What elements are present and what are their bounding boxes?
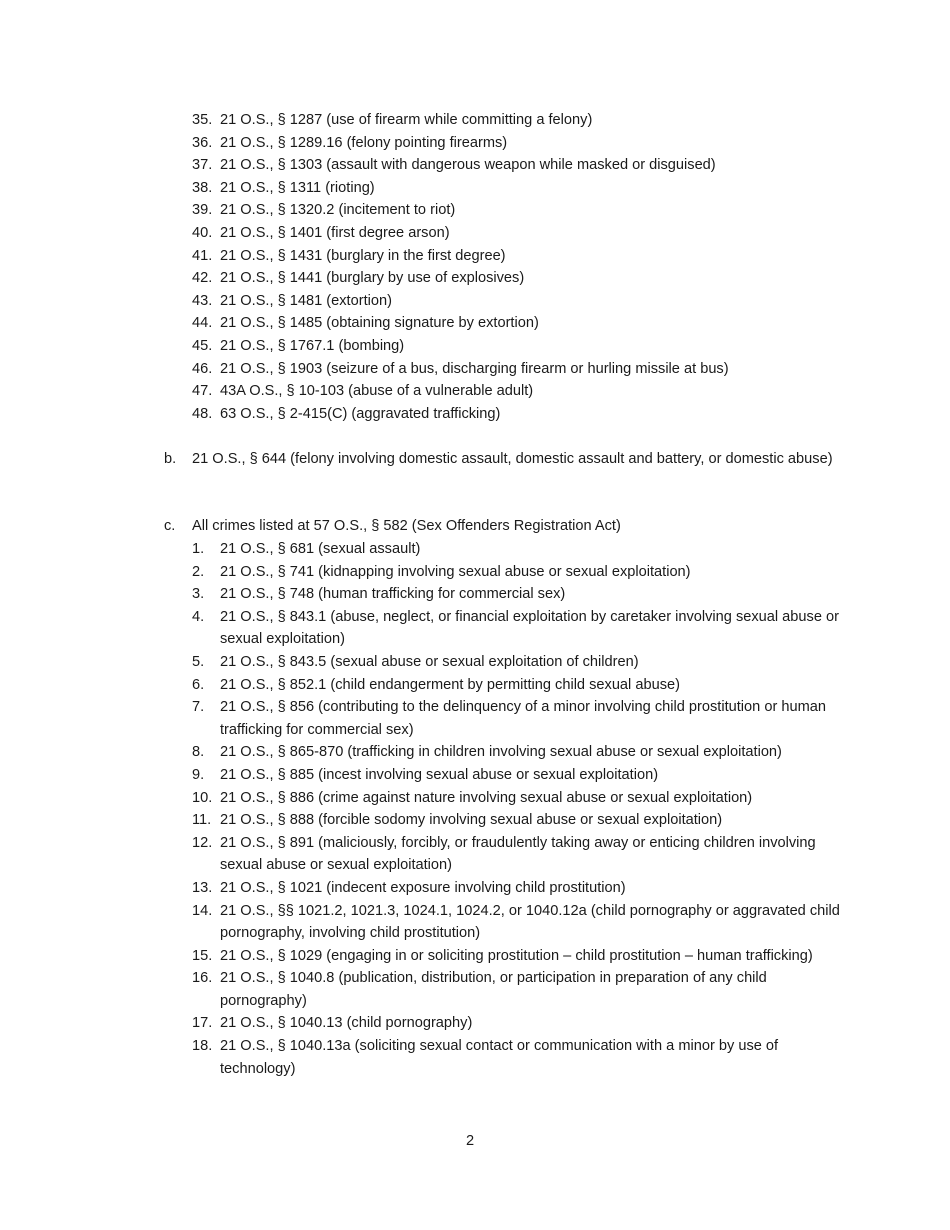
list-item-text: 21 O.S., § 843.1 (abuse, neglect, or financial exploitation by caretaker involving sexual abuse or sexual exploitation) (220, 608, 839, 648)
page-number: 2 (465, 1133, 475, 1149)
list-item-number: 35. (192, 112, 213, 128)
list-item-text: 21 O.S., § 865-870 (trafficking in children involving sexual abuse or sexual exploitation) (220, 744, 782, 761)
list-item-text: 21 O.S., § 1021 (indecent exposure involving child prostitution) (220, 879, 626, 896)
list-item-number: 45. (192, 337, 213, 354)
list-item-text: 21 O.S., § 1040.8 (publication, distribution, or participation in preparation of any child pornography) (220, 970, 767, 1009)
list-item (192, 538, 842, 561)
list-item-number: 14. (192, 902, 213, 919)
list-item-text: 21 O.S., § 681 (sexual assault) (220, 541, 421, 557)
list-item-number: 47. (192, 383, 213, 400)
list-item-text: 63 O.S., § 2-415(C) (aggravated trafficking) (220, 405, 501, 422)
section-b-text: 21 O.S., § 644 (felony involving domestic assault, domestic assault and battery, or domestic abuse) (192, 451, 833, 467)
list-item-number: 7. (192, 699, 205, 716)
list-item-text: 21 O.S., § 885 (incest involving sexual abuse or sexual exploitation) (220, 766, 659, 783)
section-b-paragraph (164, 448, 872, 471)
list-item-number: 39. (192, 202, 213, 219)
list-item (192, 945, 842, 968)
section-c-list (192, 538, 842, 1080)
list-item-number: 5. (192, 653, 205, 670)
list-item-number: 10. (192, 789, 213, 806)
list-item-number: 16. (192, 970, 213, 987)
list-item-text: 21 O.S., § 886 (crime against nature involving sexual abuse or sexual exploitation) (220, 789, 753, 806)
list-item-number: 48. (192, 405, 213, 422)
list-item-number: 41. (192, 247, 213, 264)
list-item (192, 651, 842, 674)
list-item-number: 1. (192, 541, 205, 557)
list-item-number: 38. (192, 179, 213, 196)
list-item-text: 21 O.S., § 1401 (first degree arson) (220, 224, 450, 241)
list-item-text: 21 O.S., § 1485 (obtaining signature by extortion) (220, 315, 539, 332)
section-c-text: All crimes listed at 57 O.S., § 582 (Sex Offenders Registration Act) (192, 518, 621, 534)
list-item (192, 900, 842, 945)
list-item-number: 8. (192, 744, 205, 761)
list-item (192, 787, 842, 810)
list-item-text: 21 O.S., § 843.5 (sexual abuse or sexual exploitation of children) (220, 653, 639, 670)
list-item (192, 832, 842, 877)
list-item-number: 46. (192, 360, 213, 377)
list-item-text: 21 O.S., § 1303 (assault with dangerous weapon while masked or disguised) (220, 157, 716, 174)
list-item-text: 21 O.S., § 1903 (seizure of a bus, discharging firearm or hurling missile at bus) (220, 360, 729, 377)
list-item (192, 696, 842, 741)
list-item-number: 13. (192, 879, 213, 896)
list-item-text: 21 O.S., § 1431 (burglary in the first degree) (220, 247, 506, 264)
section-c-heading (164, 515, 872, 538)
list-item-number: 3. (192, 586, 205, 603)
list-item-number: 44. (192, 315, 213, 332)
list-item (192, 290, 842, 313)
section-b-letter: b. (164, 451, 177, 467)
list-item (192, 967, 842, 1012)
section-c-letter: c. (164, 518, 176, 534)
list-item-number: 42. (192, 270, 213, 287)
list-item (192, 1012, 842, 1035)
list-item-text: 21 O.S., § 1320.2 (incitement to riot) (220, 202, 456, 219)
list-item-text: 21 O.S., § 1029 (engaging in or soliciting prostitution – child prostitution – human trafficking) (220, 947, 813, 964)
list-item-number: 15. (192, 947, 213, 964)
list-item-text: 21 O.S., § 741 (kidnapping involving sexual abuse or sexual exploitation) (220, 563, 691, 580)
list-item-number: 36. (192, 134, 213, 151)
list-item-text: 21 O.S., § 748 (human trafficking for commercial sex) (220, 586, 566, 603)
list-item (192, 561, 842, 584)
list-item-number: 40. (192, 224, 213, 241)
list-item (192, 222, 842, 245)
list-item (192, 741, 842, 764)
list-item-number: 12. (192, 834, 213, 851)
list-item (192, 109, 842, 132)
list-item-text: 21 O.S., § 888 (forcible sodomy involving sexual abuse or sexual exploitation) (220, 812, 723, 829)
list-item-text: 21 O.S., § 891 (maliciously, forcibly, or fraudulently taking away or enticing children involving sexual abuse or sexual exploitation) (220, 834, 816, 874)
list-item (192, 245, 842, 268)
list-item (192, 312, 842, 335)
list-item (192, 403, 842, 426)
list-item-text: 21 O.S., § 1311 (rioting) (220, 179, 375, 196)
list-item (192, 267, 842, 290)
list-item (192, 1035, 842, 1080)
list-item (192, 358, 842, 381)
list-item (192, 809, 842, 832)
list-item (192, 764, 842, 787)
list-item-text: 21 O.S., § 856 (contributing to the delinquency of a minor involving child prostitution or human trafficking for commercial sex) (220, 699, 826, 738)
list-item-number: 11. (192, 812, 212, 829)
list-item-text: 21 O.S., § 1040.13 (child pornography) (220, 1015, 473, 1032)
list-item-text: 21 O.S., §§ 1021.2, 1021.3, 1024.1, 1024.2, or 1040.12a (child pornography or aggravated child pornography, involving child prostitution) (220, 902, 840, 942)
list-item (192, 877, 842, 900)
list-item-text: 21 O.S., § 1441 (burglary by use of explosives) (220, 270, 525, 287)
list-item-text: 21 O.S., § 1040.13a (soliciting sexual contact or communication with a minor by use of technology) (220, 1038, 779, 1077)
list-item (192, 199, 842, 222)
list-item-text: 21 O.S., § 1767.1 (bombing) (220, 337, 405, 354)
section-a-list (192, 109, 842, 425)
list-item-number: 2. (192, 563, 205, 580)
list-item (192, 177, 842, 200)
list-item-number: 17. (192, 1015, 213, 1032)
list-item (192, 606, 842, 651)
list-item (192, 380, 842, 403)
list-item-number: 18. (192, 1038, 213, 1055)
list-item (192, 132, 842, 155)
list-item-number: 37. (192, 157, 213, 174)
list-item (192, 583, 842, 606)
list-item-number: 6. (192, 676, 205, 693)
list-item (192, 674, 842, 697)
list-item-number: 9. (192, 766, 205, 783)
list-item-number: 4. (192, 608, 205, 625)
list-item-text: 21 O.S., § 852.1 (child endangerment by permitting child sexual abuse) (220, 676, 680, 693)
list-item (192, 154, 842, 177)
list-item-text: 21 O.S., § 1287 (use of firearm while committing a felony) (220, 112, 593, 128)
list-item-number: 43. (192, 292, 213, 309)
list-item-text: 43A O.S., § 10-103 (abuse of a vulnerable adult) (220, 383, 534, 400)
list-item-text: 21 O.S., § 1289.16 (felony pointing firearms) (220, 134, 508, 151)
list-item-text: 21 O.S., § 1481 (extortion) (220, 292, 392, 309)
list-item (192, 335, 842, 358)
